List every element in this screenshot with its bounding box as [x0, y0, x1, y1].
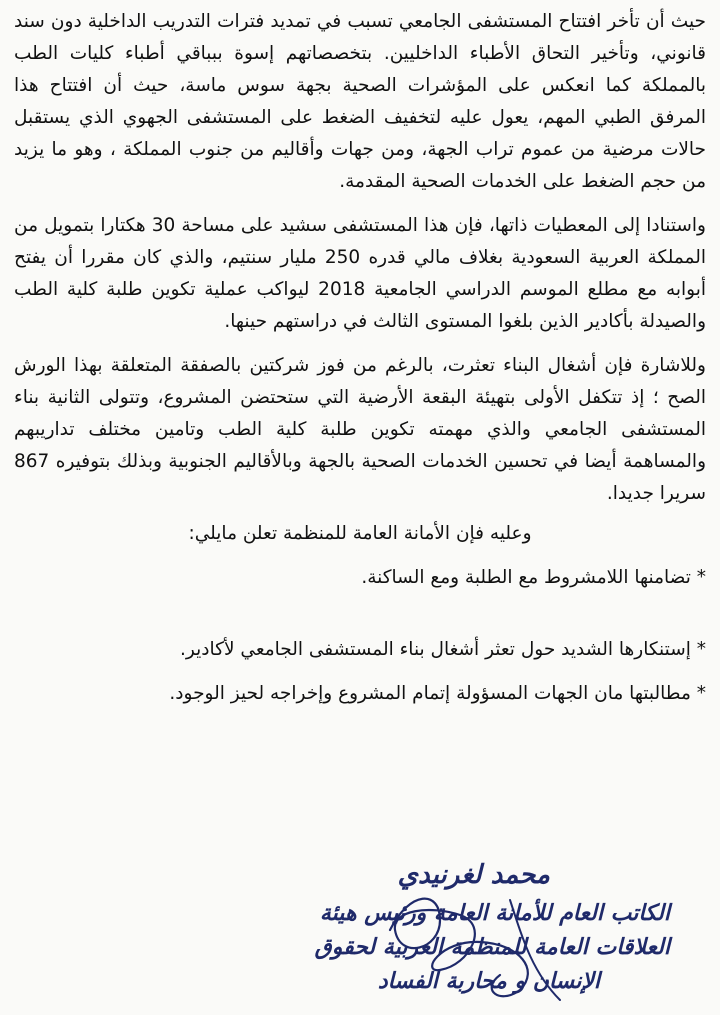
- signature-title-line-3: الإنسان و محاربة الفساد: [377, 968, 600, 994]
- list-intro: وعليه فإن الأمانة العامة للمنظمة تعلن مايلي:: [188, 523, 532, 544]
- paragraph-1: حيث أن تأخر افتتاح المستشفى الجامعي تسبب في تمديد فترات التدريب الداخلية دون سند قانوني، وتأخير التحاق الأطباء الداخليين. بتخصصاتهم إسوة ببباقي أطباء كليات الطب بالمملكة كما انعكس على المؤشرات الصحية بجهة سوس ماسة، حيث أن افتتاح هذا المرفق الطبي المهم، يعول عليه لتخفيف الضغط على المستشفى الجهوي الذي يستقبل حالات مرضية من عموم تراب الجهة، ومن جهات وأقاليم من جنوب المملكة ، وهو ما يزيد من حجم الضغط على الخدمات الصحية المقدمة.: [14, 11, 706, 192]
- signature-block: [140, 860, 700, 1010]
- paragraph-2: واستنادا إلى المعطيات ذاتها، فإن هذا المستشفى سشيد على مساحة 30 هكتارا بتمويل من المملكة العربية السعودية بغلاف مالي قدره 250 مليار سنتيم، والذي كان مقررا أن يفتح أبوابه مع مطلع الموسم الدراسي الجامعية 2018 ليواكب عملية تكوين طلبة كلية الطب والصيدلة بأكادير الذين بلغوا المستوى الثالث في دراستهم حينها.: [14, 215, 706, 332]
- bullet-item-condemnation: * إستنكارها الشديد حول تعثر أشغال بناء المستشفى الجامعي لأكادير.: [180, 639, 706, 660]
- signature-title-line-1: الكاتب العام للأمانة العامة ورئيس هيئة: [319, 900, 670, 926]
- paragraph-3: وللاشارة فإن أشغال البناء تعثرت، بالرغم من فوز شركتين بالصفقة المتعلقة بهذا الورش الصح ؛ إذ تتكفل الأولى بتهيئة البقعة الأرضية التي ستحتضن المشروع، وتتولى الثانية بناء المستشفى الجامعي والذي مهمته تكوين طلبة كلية الطب وتامين مختلف تداريبهم والمساهمة أيضا في تحسين الخدمات الصحية بالجهة وبالأقاليم الجنوبية وبذلك بتوفيره 867 سريرا جديدا.: [14, 355, 706, 504]
- bullet-item-demand: * مطالبتها مان الجهات المسؤولة إتمام المشروع وإخراجه لحيز الوجود.: [169, 683, 706, 704]
- signature-name: محمد لغرنيدي: [397, 860, 550, 890]
- signature-title-line-2: العلاقات العامة للمنظمة العربية لحقوق: [314, 934, 670, 960]
- bullet-item-solidarity: * تضامنها اللامشروط مع الطلبة ومع الساكنة.: [361, 567, 706, 588]
